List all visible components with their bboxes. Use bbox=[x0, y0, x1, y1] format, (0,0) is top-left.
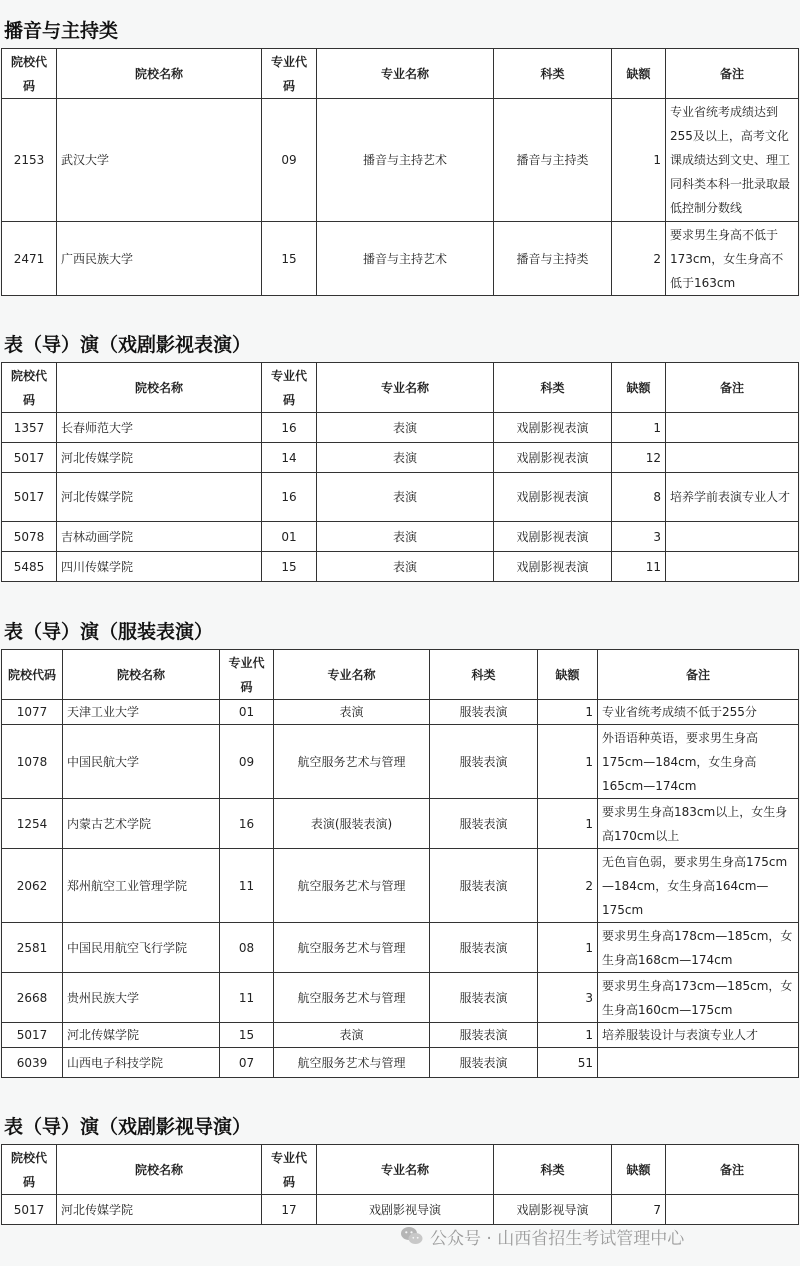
table-row bbox=[2, 99, 799, 222]
header-cell: 院校代码 bbox=[2, 49, 57, 99]
table-row bbox=[2, 973, 799, 1023]
major-code: 11 bbox=[220, 973, 274, 1023]
header-cell: 科类 bbox=[430, 650, 538, 700]
header-cell: 专业名称 bbox=[317, 49, 494, 99]
vacancy-count: 11 bbox=[612, 552, 666, 582]
school-code: 5078 bbox=[2, 522, 57, 552]
major-name: 航空服务艺术与管理 bbox=[274, 923, 430, 973]
header-cell: 专业代码 bbox=[262, 49, 317, 99]
major-name: 航空服务艺术与管理 bbox=[274, 849, 430, 923]
subject-category: 服装表演 bbox=[430, 973, 538, 1023]
table-row bbox=[2, 700, 799, 725]
vacancy-count: 1 bbox=[612, 99, 666, 222]
remarks: 外语语种英语，要求男生身高175cm—184cm，女生身高165cm—174cm bbox=[598, 725, 799, 799]
header-cell: 院校名称 bbox=[63, 650, 220, 700]
school-code: 6039 bbox=[2, 1048, 63, 1078]
school-name: 河北传媒学院 bbox=[57, 443, 262, 473]
subject-category: 播音与主持类 bbox=[494, 99, 612, 222]
table-row bbox=[2, 222, 799, 296]
table-row bbox=[2, 552, 799, 582]
subject-category: 服装表演 bbox=[430, 923, 538, 973]
admissions-table bbox=[1, 649, 799, 1078]
header-cell: 备注 bbox=[598, 650, 799, 700]
header-cell: 科类 bbox=[494, 363, 612, 413]
school-name: 河北传媒学院 bbox=[63, 1023, 220, 1048]
section-broadcasting bbox=[0, 18, 800, 296]
header-cell: 院校代码 bbox=[2, 1145, 57, 1195]
subject-category: 服装表演 bbox=[430, 1048, 538, 1078]
table-row bbox=[2, 522, 799, 552]
school-name: 吉林动画学院 bbox=[57, 522, 262, 552]
major-name: 表演 bbox=[317, 443, 494, 473]
vacancy-count: 1 bbox=[538, 1023, 598, 1048]
table-row bbox=[2, 849, 799, 923]
major-name: 表演 bbox=[274, 700, 430, 725]
major-name: 表演 bbox=[317, 552, 494, 582]
remarks bbox=[666, 413, 799, 443]
major-code: 01 bbox=[220, 700, 274, 725]
remarks: 专业省统考成绩不低于255分 bbox=[598, 700, 799, 725]
major-code: 07 bbox=[220, 1048, 274, 1078]
header-row bbox=[2, 363, 799, 413]
major-name: 表演 bbox=[317, 522, 494, 552]
header-cell: 专业代码 bbox=[220, 650, 274, 700]
vacancy-count: 3 bbox=[612, 522, 666, 552]
vacancy-count: 1 bbox=[538, 923, 598, 973]
subject-category: 播音与主持类 bbox=[494, 222, 612, 296]
school-name: 长春师范大学 bbox=[57, 413, 262, 443]
vacancy-count: 8 bbox=[612, 473, 666, 522]
major-code: 15 bbox=[262, 552, 317, 582]
table-row bbox=[2, 799, 799, 849]
table-row bbox=[2, 1023, 799, 1048]
section-title: 播音与主持类 bbox=[4, 20, 119, 42]
header-cell: 缺额 bbox=[538, 650, 598, 700]
vacancy-count: 2 bbox=[538, 849, 598, 923]
school-code: 5017 bbox=[2, 473, 57, 522]
header-cell: 科类 bbox=[494, 49, 612, 99]
remarks bbox=[598, 1048, 799, 1078]
remarks: 无色盲色弱，要求男生身高175cm—184cm，女生身高164cm—175cm bbox=[598, 849, 799, 923]
major-code: 16 bbox=[262, 473, 317, 522]
vacancy-count: 2 bbox=[612, 222, 666, 296]
wechat-icon bbox=[400, 1225, 424, 1247]
admissions-table bbox=[1, 1144, 799, 1225]
vacancy-count: 1 bbox=[538, 700, 598, 725]
vacancy-count: 7 bbox=[612, 1195, 666, 1225]
school-code: 2581 bbox=[2, 923, 63, 973]
admissions-table bbox=[1, 48, 799, 296]
school-code: 2062 bbox=[2, 849, 63, 923]
major-name: 戏剧影视导演 bbox=[317, 1195, 494, 1225]
school-name: 郑州航空工业管理学院 bbox=[63, 849, 220, 923]
major-code: 17 bbox=[262, 1195, 317, 1225]
subject-category: 戏剧影视表演 bbox=[494, 473, 612, 522]
watermark-text: 公众号 · 山西省招生考试管理中心 bbox=[430, 1228, 685, 1249]
remarks: 专业省统考成绩达到255及以上，高考文化课成绩达到文史、理工同科类本科一批录取最低控制分数线 bbox=[666, 99, 799, 222]
school-name: 内蒙古艺术学院 bbox=[63, 799, 220, 849]
school-code: 2153 bbox=[2, 99, 57, 222]
major-code: 14 bbox=[262, 443, 317, 473]
major-name: 航空服务艺术与管理 bbox=[274, 725, 430, 799]
vacancy-count: 1 bbox=[538, 799, 598, 849]
school-name: 贵州民族大学 bbox=[63, 973, 220, 1023]
remarks bbox=[666, 443, 799, 473]
table-row bbox=[2, 923, 799, 973]
vacancy-count: 1 bbox=[612, 413, 666, 443]
table-row bbox=[2, 1195, 799, 1225]
subject-category: 服装表演 bbox=[430, 1023, 538, 1048]
school-name: 河北传媒学院 bbox=[57, 1195, 262, 1225]
section-title: 表（导）演（戏剧影视导演） bbox=[4, 1116, 252, 1138]
remarks bbox=[666, 552, 799, 582]
major-code: 09 bbox=[220, 725, 274, 799]
subject-category: 服装表演 bbox=[430, 799, 538, 849]
table-row bbox=[2, 473, 799, 522]
section-drama-performance bbox=[0, 332, 800, 582]
header-cell: 专业名称 bbox=[274, 650, 430, 700]
school-code: 5017 bbox=[2, 443, 57, 473]
header-cell: 专业代码 bbox=[262, 1145, 317, 1195]
school-code: 5017 bbox=[2, 1023, 63, 1048]
major-code: 15 bbox=[220, 1023, 274, 1048]
major-name: 航空服务艺术与管理 bbox=[274, 1048, 430, 1078]
major-code: 09 bbox=[262, 99, 317, 222]
school-name: 四川传媒学院 bbox=[57, 552, 262, 582]
header-cell: 备注 bbox=[666, 1145, 799, 1195]
school-name: 武汉大学 bbox=[57, 99, 262, 222]
table-row bbox=[2, 413, 799, 443]
remarks: 要求男生身高178cm—185cm，女生身高168cm—174cm bbox=[598, 923, 799, 973]
subject-category: 服装表演 bbox=[430, 849, 538, 923]
major-code: 16 bbox=[262, 413, 317, 443]
admissions-table bbox=[1, 362, 799, 582]
header-cell: 专业名称 bbox=[317, 1145, 494, 1195]
major-name: 播音与主持艺术 bbox=[317, 222, 494, 296]
header-cell: 专业名称 bbox=[317, 363, 494, 413]
section-drama-directing bbox=[0, 1114, 800, 1225]
school-name: 广西民族大学 bbox=[57, 222, 262, 296]
vacancy-count: 12 bbox=[612, 443, 666, 473]
school-code: 1077 bbox=[2, 700, 63, 725]
watermark bbox=[400, 1222, 684, 1250]
school-code: 2471 bbox=[2, 222, 57, 296]
major-code: 11 bbox=[220, 849, 274, 923]
header-cell: 院校代码 bbox=[2, 363, 57, 413]
school-name: 山西电子科技学院 bbox=[63, 1048, 220, 1078]
major-name: 表演 bbox=[317, 473, 494, 522]
school-name: 天津工业大学 bbox=[63, 700, 220, 725]
section-title: 表（导）演（戏剧影视表演） bbox=[4, 334, 252, 356]
major-name: 播音与主持艺术 bbox=[317, 99, 494, 222]
header-cell: 院校名称 bbox=[57, 363, 262, 413]
header-cell: 缺额 bbox=[612, 49, 666, 99]
header-cell: 专业代码 bbox=[262, 363, 317, 413]
remarks: 培养服装设计与表演专业人才 bbox=[598, 1023, 799, 1048]
remarks: 要求男生身高183cm以上，女生身高170cm以上 bbox=[598, 799, 799, 849]
school-code: 2668 bbox=[2, 973, 63, 1023]
major-name: 表演 bbox=[274, 1023, 430, 1048]
school-name: 河北传媒学院 bbox=[57, 473, 262, 522]
vacancy-count: 1 bbox=[538, 725, 598, 799]
remarks: 培养学前表演专业人才 bbox=[666, 473, 799, 522]
school-code: 1357 bbox=[2, 413, 57, 443]
vacancy-count: 3 bbox=[538, 973, 598, 1023]
header-cell: 院校代码 bbox=[2, 650, 63, 700]
major-name: 表演(服装表演) bbox=[274, 799, 430, 849]
major-code: 16 bbox=[220, 799, 274, 849]
header-row bbox=[2, 49, 799, 99]
subject-category: 服装表演 bbox=[430, 725, 538, 799]
header-cell: 备注 bbox=[666, 363, 799, 413]
header-cell: 缺额 bbox=[612, 1145, 666, 1195]
school-code: 1254 bbox=[2, 799, 63, 849]
school-code: 1078 bbox=[2, 725, 63, 799]
subject-category: 戏剧影视表演 bbox=[494, 522, 612, 552]
table-row bbox=[2, 725, 799, 799]
major-name: 表演 bbox=[317, 413, 494, 443]
remarks bbox=[666, 1195, 799, 1225]
subject-category: 戏剧影视表演 bbox=[494, 552, 612, 582]
major-name: 航空服务艺术与管理 bbox=[274, 973, 430, 1023]
major-code: 15 bbox=[262, 222, 317, 296]
header-row bbox=[2, 1145, 799, 1195]
school-code: 5485 bbox=[2, 552, 57, 582]
major-code: 08 bbox=[220, 923, 274, 973]
vacancy-count: 51 bbox=[538, 1048, 598, 1078]
school-name: 中国民航大学 bbox=[63, 725, 220, 799]
header-cell: 科类 bbox=[494, 1145, 612, 1195]
header-row bbox=[2, 650, 799, 700]
subject-category: 戏剧影视表演 bbox=[494, 443, 612, 473]
header-cell: 院校名称 bbox=[57, 1145, 262, 1195]
subject-category: 戏剧影视表演 bbox=[494, 413, 612, 443]
section-fashion-performance bbox=[0, 619, 800, 1078]
subject-category: 戏剧影视导演 bbox=[494, 1195, 612, 1225]
remarks: 要求男生身高不低于173cm，女生身高不低于163cm bbox=[666, 222, 799, 296]
section-title: 表（导）演（服装表演） bbox=[4, 621, 214, 643]
header-cell: 院校名称 bbox=[57, 49, 262, 99]
remarks bbox=[666, 522, 799, 552]
school-code: 5017 bbox=[2, 1195, 57, 1225]
subject-category: 服装表演 bbox=[430, 700, 538, 725]
school-name: 中国民用航空飞行学院 bbox=[63, 923, 220, 973]
remarks: 要求男生身高173cm—185cm，女生身高160cm—175cm bbox=[598, 973, 799, 1023]
table-row bbox=[2, 443, 799, 473]
header-cell: 缺额 bbox=[612, 363, 666, 413]
major-code: 01 bbox=[262, 522, 317, 552]
table-row bbox=[2, 1048, 799, 1078]
header-cell: 备注 bbox=[666, 49, 799, 99]
